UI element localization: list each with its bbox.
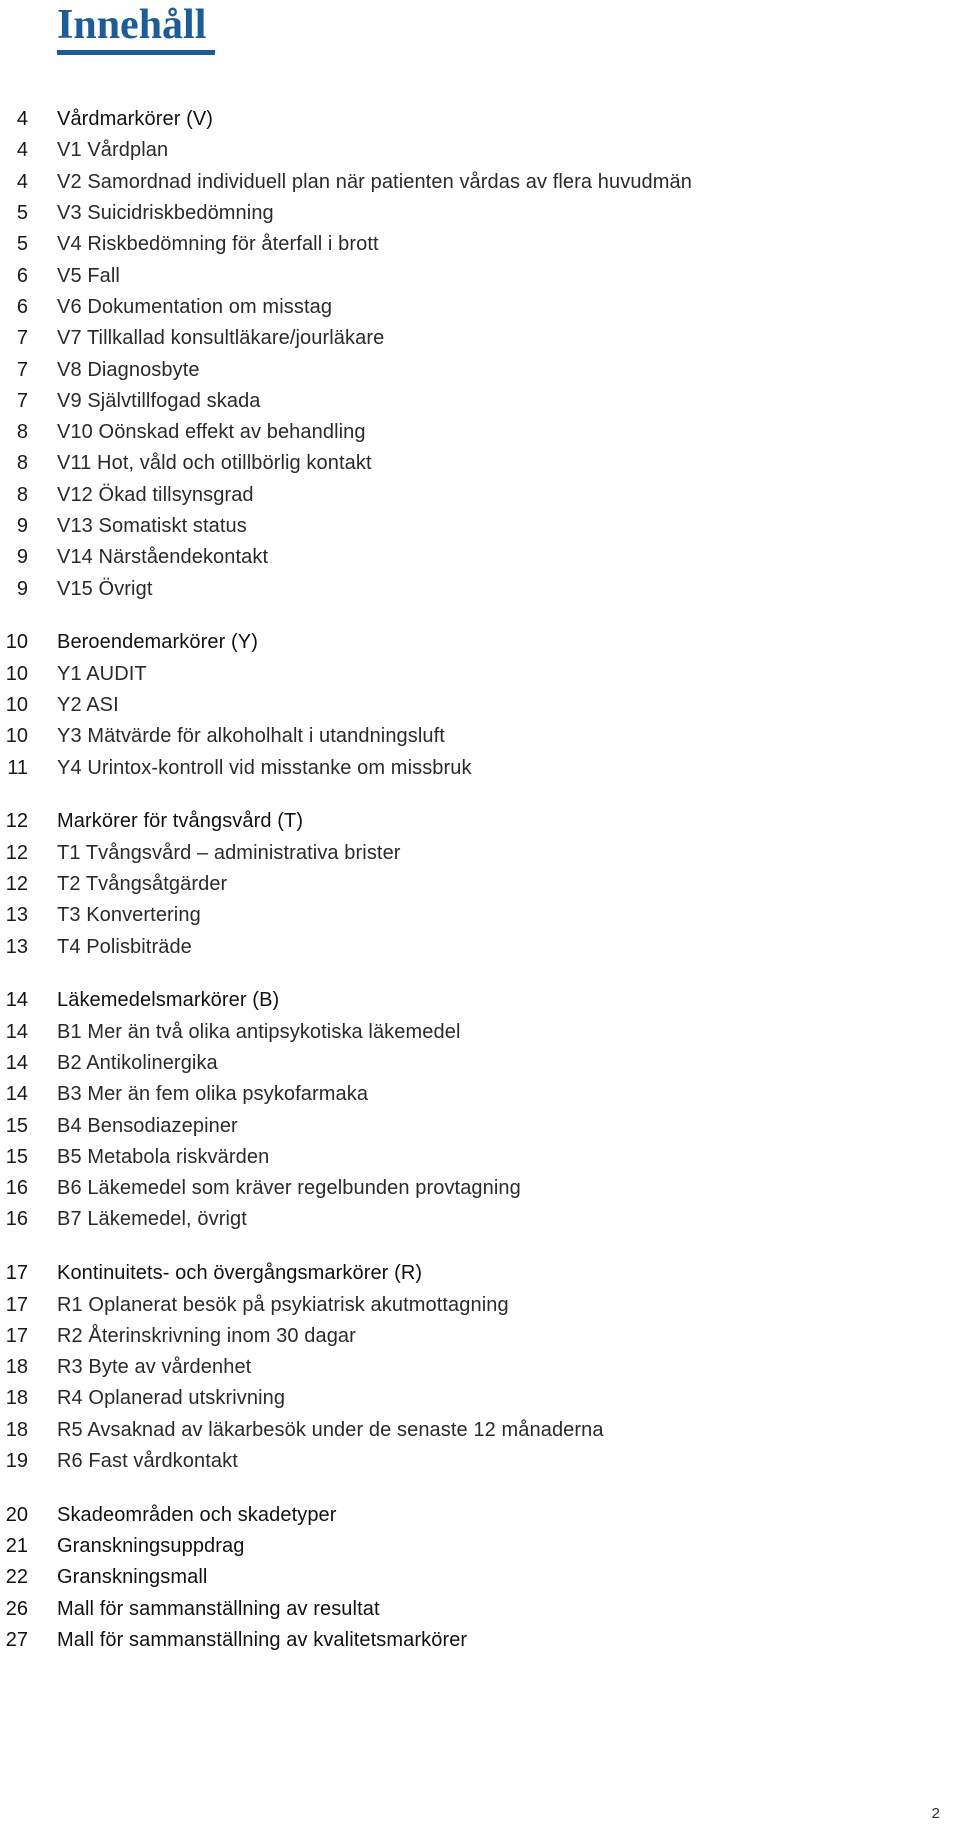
- toc-entry-label: R5 Avsaknad av läkarbesök under de senaste 12 månaderna: [57, 1418, 604, 1441]
- toc-entry-label: R2 Återinskrivning inom 30 dagar: [57, 1324, 356, 1347]
- toc-page-number: 4: [16, 108, 28, 131]
- toc-page-number: 13: [5, 935, 28, 958]
- toc-page-number: 5: [16, 233, 28, 256]
- toc-page-number: 14: [5, 1051, 28, 1074]
- toc-entry-label: V14 Närståendekontakt: [57, 546, 269, 569]
- page-title: Innehåll: [57, 2, 207, 48]
- toc-entry-label: V11 Hot, våld och otillbörlig kontakt: [57, 452, 372, 475]
- toc-page-number: 15: [5, 1145, 28, 1168]
- toc-entry[interactable]: [0, 386, 960, 417]
- toc-entry[interactable]: [0, 869, 960, 900]
- toc-entry[interactable]: [0, 1352, 960, 1383]
- toc-page-number: 19: [5, 1450, 28, 1473]
- toc-entry-label: V9 Självtillfogad skada: [57, 389, 261, 412]
- toc-entry-label: V1 Vårdplan: [57, 139, 169, 162]
- toc-entry[interactable]: [0, 354, 960, 385]
- toc-page-number: 27: [5, 1629, 28, 1651]
- toc-entry-label: V5 Fall: [57, 264, 120, 287]
- toc-entry-label: R3 Byte av vårdenhet: [57, 1356, 252, 1379]
- toc-entry[interactable]: [0, 323, 960, 354]
- toc-heading-entry[interactable]: [0, 1562, 960, 1593]
- toc-entry[interactable]: [0, 690, 960, 721]
- toc-page-number: 12: [5, 872, 28, 895]
- toc-entry-label: Vårdmarkörer (V): [57, 108, 214, 131]
- toc-entry[interactable]: [0, 167, 960, 198]
- toc-entry-label: Granskningsmall: [57, 1566, 208, 1589]
- toc-page-number: 9: [16, 577, 28, 600]
- toc-heading-entry[interactable]: [0, 1500, 960, 1531]
- toc-entry-label: Skadeområden och skadetyper: [57, 1503, 337, 1526]
- toc-entry-label: Y3 Mätvärde för alkoholhalt i utandningsluft: [57, 725, 445, 748]
- toc-page-number: 14: [5, 989, 28, 1012]
- toc-entry-label: Granskningsuppdrag: [57, 1535, 245, 1558]
- toc-page-number: 11: [7, 756, 28, 779]
- toc-entry-label: B4 Bensodiazepiner: [57, 1114, 238, 1137]
- toc-entry[interactable]: [0, 659, 960, 690]
- toc-entry[interactable]: [0, 135, 960, 166]
- toc-page-number: 16: [5, 1177, 28, 1200]
- toc-entry-label: B5 Metabola riskvärden: [57, 1145, 270, 1168]
- toc-page-number: 5: [16, 202, 28, 225]
- toc-heading-entry[interactable]: [0, 104, 960, 135]
- toc-entry-label: Mall för sammanställning av resultat: [57, 1597, 380, 1620]
- toc-entry-label: T1 Tvångsvård – administrativa brister: [57, 841, 401, 864]
- toc-page-number: 6: [16, 295, 28, 318]
- toc-entry-label: V7 Tillkallad konsultläkare/jourläkare: [57, 327, 385, 350]
- toc-page-number: 10: [5, 725, 28, 748]
- toc-heading-entry[interactable]: [0, 1258, 960, 1289]
- toc-entry-label: V10 Oönskad effekt av behandling: [57, 421, 366, 444]
- toc-page-number: 4: [16, 139, 28, 162]
- toc-entry[interactable]: [0, 1017, 960, 1048]
- toc-entry-label: T4 Polisbiträde: [57, 935, 192, 958]
- toc-entry-label: Läkemedelsmarkörer (B): [57, 989, 280, 1012]
- toc-page-number: 10: [5, 662, 28, 685]
- toc-entry[interactable]: [0, 1383, 960, 1414]
- toc-entry-label: V13 Somatiskt status: [57, 515, 247, 537]
- toc-page-number: 17: [5, 1262, 28, 1285]
- toc-entry[interactable]: [0, 511, 960, 542]
- toc-page-number: 10: [5, 631, 28, 654]
- toc-page-number: 9: [16, 515, 28, 537]
- toc-page-number: 8: [16, 483, 28, 506]
- toc-entry[interactable]: [0, 292, 960, 323]
- toc-page-number: 7: [16, 358, 28, 381]
- toc-page-number: 6: [16, 264, 28, 287]
- toc-heading-entry[interactable]: [0, 1531, 960, 1562]
- toc-page-number: 9: [16, 546, 28, 569]
- toc-page-number: 14: [5, 1020, 28, 1043]
- toc-entry-label: V3 Suicidriskbedömning: [57, 202, 274, 225]
- toc-page-number: 17: [5, 1324, 28, 1347]
- toc-page-number: 18: [5, 1356, 28, 1379]
- toc-entry[interactable]: [0, 1110, 960, 1141]
- toc-entry-label: Markörer för tvångsvård (T): [57, 810, 304, 833]
- toc-page-number: 14: [5, 1083, 28, 1106]
- toc-heading-entry[interactable]: [0, 1625, 960, 1656]
- toc-entry-label: R6 Fast vårdkontakt: [57, 1450, 238, 1473]
- toc-page-number: 4: [16, 170, 28, 193]
- toc-entry[interactable]: [0, 931, 960, 962]
- toc-entry-label: T2 Tvångsåtgärder: [57, 872, 228, 895]
- table-of-contents: [0, 104, 960, 1679]
- toc-entry[interactable]: [0, 1446, 960, 1477]
- toc-page-number: 21: [5, 1535, 28, 1558]
- toc-entry[interactable]: [0, 198, 960, 229]
- toc-entry-label: R4 Oplanerad utskrivning: [57, 1387, 286, 1410]
- toc-entry-label: Beroendemarkörer (Y): [57, 631, 258, 654]
- toc-page-number: 17: [5, 1293, 28, 1316]
- toc-entry[interactable]: [0, 1173, 960, 1204]
- toc-entry-label: Y2 ASI: [57, 693, 119, 716]
- toc-entry[interactable]: [0, 573, 960, 604]
- toc-entry-label: B7 Läkemedel, övrigt: [57, 1208, 247, 1231]
- toc-group: [0, 1500, 960, 1656]
- toc-page-number: 15: [5, 1114, 28, 1137]
- toc-group: [0, 985, 960, 1235]
- toc-page-number: 10: [5, 693, 28, 716]
- toc-entry[interactable]: [0, 752, 960, 783]
- toc-entry-label: V12 Ökad tillsynsgrad: [57, 483, 254, 506]
- toc-entry-label: Y1 AUDIT: [57, 662, 147, 685]
- toc-entry-label: Kontinuitets- och övergångsmarkörer (R): [57, 1262, 423, 1285]
- toc-entry[interactable]: [0, 721, 960, 752]
- toc-entry[interactable]: [0, 260, 960, 291]
- toc-entry[interactable]: [0, 417, 960, 448]
- toc-entry[interactable]: [0, 838, 960, 869]
- toc-heading-entry[interactable]: [0, 985, 960, 1016]
- toc-group: [0, 1258, 960, 1477]
- toc-group: [0, 806, 960, 962]
- toc-entry-label: V2 Samordnad individuell plan när patienten vårdas av flera huvudmän: [57, 170, 692, 193]
- toc-entry[interactable]: [0, 1321, 960, 1352]
- toc-entry[interactable]: [0, 1204, 960, 1235]
- toc-entry-label: V15 Övrigt: [57, 577, 153, 600]
- toc-entry-label: V6 Dokumentation om misstag: [57, 295, 333, 318]
- toc-entry[interactable]: [0, 1142, 960, 1173]
- toc-page-number: 26: [5, 1597, 28, 1620]
- toc-entry-label: V8 Diagnosbyte: [57, 358, 200, 381]
- toc-entry-label: Y4 Urintox-kontroll vid misstanke om missbruk: [57, 756, 472, 779]
- toc-entry[interactable]: [0, 480, 960, 511]
- toc-entry-label: B1 Mer än två olika antipsykotiska läkemedel: [57, 1020, 461, 1043]
- toc-entry-label: R1 Oplanerat besök på psykiatrisk akutmottagning: [57, 1293, 509, 1316]
- toc-page-number: 12: [5, 841, 28, 864]
- toc-heading-entry[interactable]: [0, 627, 960, 658]
- toc-entry-label: B3 Mer än fem olika psykofarmaka: [57, 1083, 369, 1106]
- toc-page-number: 7: [16, 327, 28, 350]
- toc-entry[interactable]: [0, 542, 960, 573]
- toc-page-number: 8: [16, 452, 28, 475]
- toc-heading-entry[interactable]: [0, 1594, 960, 1625]
- toc-entry[interactable]: [0, 1289, 960, 1320]
- toc-page-number: 22: [5, 1566, 28, 1589]
- toc-page-number: 20: [5, 1503, 28, 1526]
- toc-entry-label: Mall för sammanställning av kvalitetsmarkörer: [57, 1629, 468, 1651]
- toc-page-number: 13: [5, 904, 28, 927]
- toc-page-number: 7: [16, 389, 28, 412]
- toc-entry[interactable]: [0, 900, 960, 931]
- toc-group: [0, 104, 960, 605]
- toc-entry-label: B6 Läkemedel som kräver regelbunden provtagning: [57, 1177, 521, 1200]
- toc-entry[interactable]: [0, 448, 960, 479]
- toc-entry[interactable]: [0, 1079, 960, 1110]
- toc-page-number: 16: [5, 1208, 28, 1231]
- toc-page-number: 12: [5, 810, 28, 833]
- title-underline: [57, 50, 215, 55]
- toc-group: [0, 627, 960, 783]
- toc-page-number: 8: [16, 421, 28, 444]
- toc-page-number: 18: [5, 1387, 28, 1410]
- toc-entry-label: B2 Antikolinergika: [57, 1051, 218, 1074]
- page-number: 2: [931, 1805, 940, 1822]
- toc-heading-entry[interactable]: [0, 806, 960, 837]
- toc-entry-label: T3 Konvertering: [57, 904, 201, 927]
- toc-page-number: 18: [5, 1418, 28, 1441]
- toc-entry[interactable]: [0, 229, 960, 260]
- toc-entry-label: V4 Riskbedömning för återfall i brott: [57, 233, 379, 256]
- title-block: [57, 0, 215, 55]
- toc-entry[interactable]: [0, 1048, 960, 1079]
- toc-entry[interactable]: [0, 1415, 960, 1446]
